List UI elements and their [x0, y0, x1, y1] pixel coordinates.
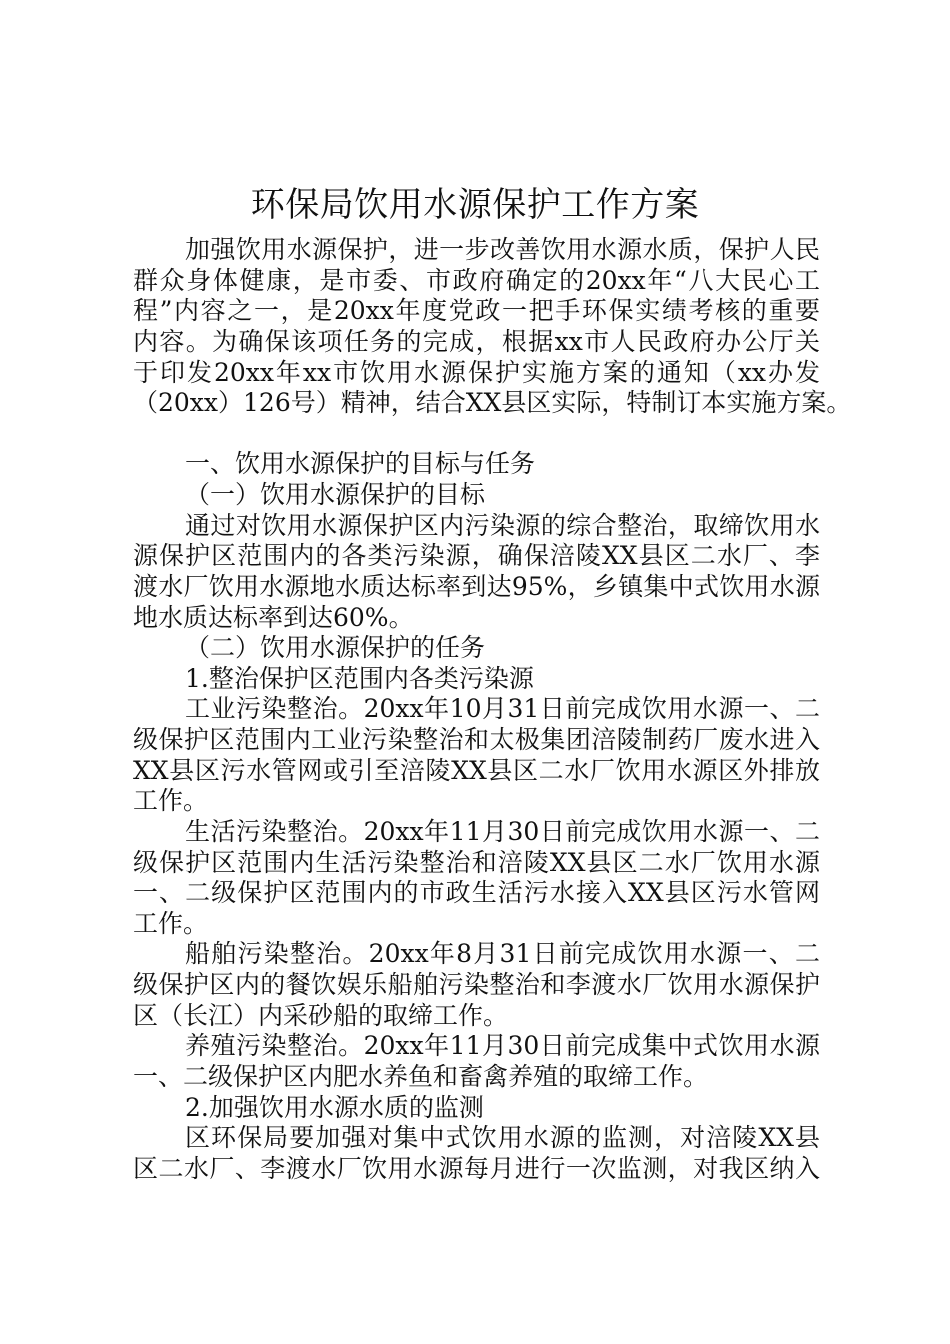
text-line: 地水质达标率到达60%。: [133, 602, 414, 632]
text-line: （20xx）126号）精神，结合XX县区实际，特制订本实施方案。: [133, 388, 852, 418]
text-line: XX县区污水管网或引至涪陵XX县区二水厂饮用水源区外排放: [133, 755, 820, 785]
text-line: 一、二级保护区范围内的市政生活污水接入XX县区污水管网: [133, 878, 820, 908]
text-line: 区环保局要加强对集中式饮用水源的监测，对涪陵XX县: [185, 1123, 820, 1153]
text-line: 级保护区范围内工业污染整治和太极集团涪陵制药厂废水进入: [133, 725, 820, 754]
item-heading: 2.加强饮用水源水质的监测: [185, 1092, 484, 1122]
text-line: 区（长江）内采砂船的取缔工作。: [133, 1000, 509, 1030]
text-line: 工业污染整治。20xx年10月31日前完成饮用水源一、二: [185, 694, 820, 724]
paragraph-breeding: [133, 1031, 820, 1092]
subsection-heading: （一）饮用水源保护的目标: [185, 480, 486, 509]
item-heading: 1.整治保护区范围内各类污染源: [185, 663, 534, 693]
text-line: 级保护区内的餐饮娱乐船舶污染整治和李渡水厂饮用水源保护: [133, 970, 820, 999]
paragraph-industrial: [133, 694, 820, 817]
text-line: 加强饮用水源保护，进一步改善饮用水源水质，保护人民: [185, 235, 820, 264]
text-line: 于印发20xx年xx市饮用水源保护实施方案的通知（xx办发: [133, 357, 820, 387]
paragraph-ship: [133, 939, 820, 1031]
text-line: 工作。: [133, 908, 209, 938]
text-line: 船舶污染整治。20xx年8月31日前完成饮用水源一、二: [185, 939, 820, 969]
subsection-heading: （二）饮用水源保护的任务: [185, 633, 486, 663]
paragraph-intro: [133, 235, 852, 419]
paragraph-domestic: [133, 817, 820, 940]
text-line: 一、二级保护区内肥水养鱼和畜禽养殖的取缔工作。: [133, 1061, 709, 1091]
section-heading: 一、饮用水源保护的目标与任务: [185, 449, 536, 479]
text-line: 程”内容之一，是20xx年度党政一把手环保实绩考核的重要: [133, 296, 820, 326]
text-line: 区二水厂、李渡水厂饮用水源每月进行一次监测，对我区纳入: [133, 1153, 820, 1183]
document-title: 环保局饮用水源保护工作方案: [250, 185, 700, 225]
text-line: 生活污染整治。20xx年11月30日前完成饮用水源一、二: [185, 816, 820, 846]
text-line: 渡水厂饮用水源地水质达标率到达95%，乡镇集中式饮用水源: [133, 571, 820, 601]
text-line: 通过对饮用水源保护区内污染源的综合整治，取缔饮用水: [185, 510, 820, 540]
paragraph-goal: [133, 511, 820, 634]
document-body: [133, 235, 852, 1184]
blank-line: [133, 419, 820, 450]
text-line: 内容。为确保该项任务的完成，根据xx市人民政府办公厅关: [133, 326, 820, 356]
paragraph-monitoring: [133, 1123, 820, 1184]
text-line: 级保护区范围内生活污染整治和涪陵XX县区二水厂饮用水源: [133, 847, 820, 877]
text-line: 工作。: [133, 786, 209, 816]
text-line: 群众身体健康，是市委、市政府确定的20xx年“八大民心工: [133, 265, 820, 295]
text-line: 源保护区范围内的各类污染源，确保涪陵XX县区二水厂、李: [133, 541, 820, 571]
text-line: 养殖污染整治。20xx年11月30日前完成集中式饮用水源: [185, 1031, 820, 1061]
